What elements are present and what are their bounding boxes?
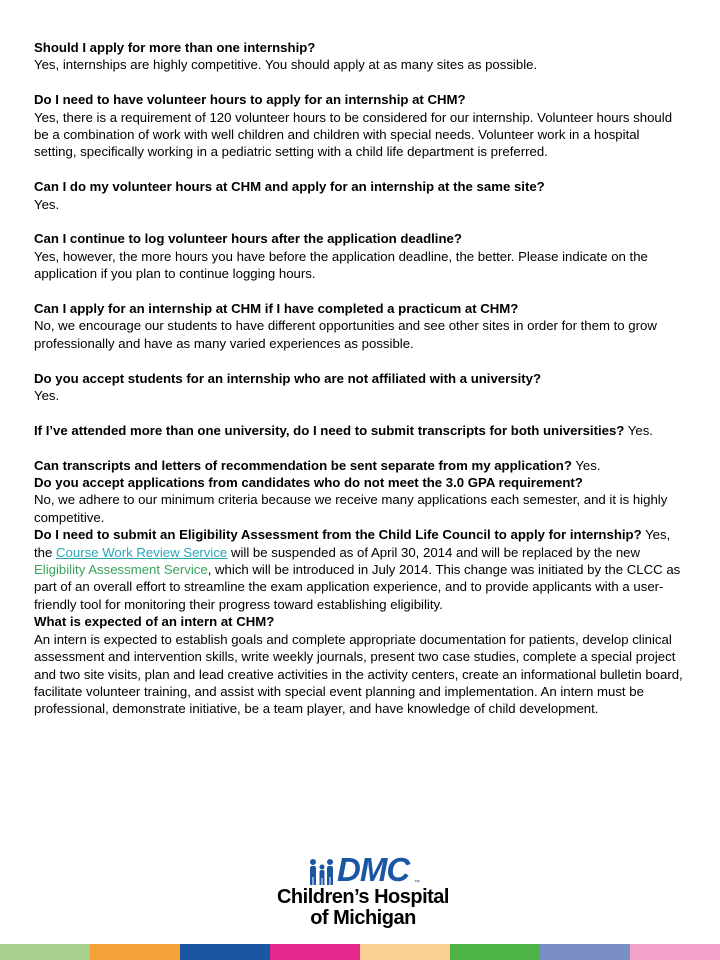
faq-item [34, 178, 684, 213]
footer-color-segment [180, 944, 270, 960]
faq-question: Should I apply for more than one internship? [34, 40, 316, 55]
faq-answer-end: , which will be introduced in July 2014. This change was initiated by the CLCC as part of an overall effort to streamline the exam application experience, and to provide applicants with a user-friendly tool for monitoring their progress toward establishing eligibility. [34, 562, 681, 612]
faq-question: Do I need to submit an Eligibility Assessment from the Child Life Council to apply for internship? [34, 527, 642, 543]
faq-question: Can I do my volunteer hours at CHM and apply for an internship at the same site? [34, 179, 545, 195]
faq-item [34, 422, 684, 439]
course-work-review-link[interactable]: Course Work Review Service [56, 544, 228, 560]
faq-answer-middle: will be suspended as of April 30, 2014 and will be replaced by the new [230, 544, 641, 560]
logo-line-1: Children’s Hospital [276, 886, 449, 908]
footer-color-segment [630, 944, 720, 960]
logo-trademark: ™ [414, 880, 420, 886]
faq-item [34, 370, 684, 405]
faq-content [34, 39, 684, 718]
faq-answer: No, we adhere to our minimum criteria because we receive many applications each semester, and it is highly competitive. [34, 492, 668, 525]
logo-line-2: of Michigan [310, 907, 416, 929]
faq-item [34, 474, 684, 526]
faq-question: Can I continue to log volunteer hours after the application deadline? [34, 231, 462, 247]
footer-color-segment [90, 944, 180, 960]
faq-answer: No, we encourage our students to have different opportunities and see other sites in order for them to grow professionally and have as many varied experiences as possible. [34, 318, 657, 351]
faq-item [34, 526, 684, 613]
faq-question: Do you accept applications from candidates who do not meet the 3.0 GPA requirement? [34, 475, 583, 491]
footer-color-bar [0, 944, 720, 960]
faq-question: Do I need to have volunteer hours to apply for an internship at CHM? [34, 92, 466, 108]
dmc-childrens-hospital-logo [263, 853, 463, 935]
family-figures-icon [307, 858, 335, 886]
faq-question: Can I apply for an internship at CHM if I have completed a practicum at CHM? [34, 301, 519, 317]
faq-answer: Yes. [575, 457, 601, 473]
faq-item [34, 39, 684, 74]
faq-answer: Yes. [34, 196, 60, 212]
faq-answer: Yes. [34, 388, 60, 404]
faq-answer-start: Yes, the [34, 527, 671, 560]
faq-question: If I’ve attended more than one university, do I need to submit transcripts for both universities? [34, 422, 625, 438]
faq-item [34, 91, 684, 161]
footer-color-segment [540, 944, 630, 960]
faq-answer: Yes, internships are highly competitive. You should apply at as many sites as possible. [34, 57, 538, 73]
faq-answer: Yes. [627, 422, 653, 438]
footer-color-segment [360, 944, 450, 960]
faq-item [34, 300, 684, 352]
footer-color-segment [270, 944, 360, 960]
faq-item [34, 613, 684, 717]
footer-color-segment [450, 944, 540, 960]
faq-answer: Yes, there is a requirement of 120 volunteer hours to be considered for our internship. Volunteer hours should be a combination of work with well children and children with special needs. Volunteer work in a hospital setting, specifically working in a pediatric setting with a child life department is preferred. [34, 109, 673, 160]
faq-question: Do you accept students for an internship who are not affiliated with a university? [34, 370, 542, 386]
faq-question: Can transcripts and letters of recommendation be sent separate from my application? [34, 457, 572, 473]
footer-color-segment [0, 944, 90, 960]
faq-answer: Yes, however, the more hours you have before the application deadline, the better. Please indicate on the application if you plan to continue logging hours. [34, 248, 648, 282]
faq-item [34, 230, 684, 282]
faq-item [34, 457, 684, 474]
faq-answer: An intern is expected to establish goals and complete appropriate documentation for patients, develop clinical assessment and intervention skills, write weekly journals, present two case studies, complete a special project and two site visits, plan and lead creative activities in the activity centers, create an informational bulletin board, facilitate volunteer training, and assist with special event planning and implementation. An intern must be professional, demonstrate initiative, be a team player, and have knowledge of child development. [34, 631, 683, 717]
eligibility-assessment-text: Eligibility Assessment Service [34, 562, 208, 578]
logo-brand: DMC [337, 851, 410, 888]
faq-question: What is expected of an intern at CHM? [34, 614, 275, 630]
